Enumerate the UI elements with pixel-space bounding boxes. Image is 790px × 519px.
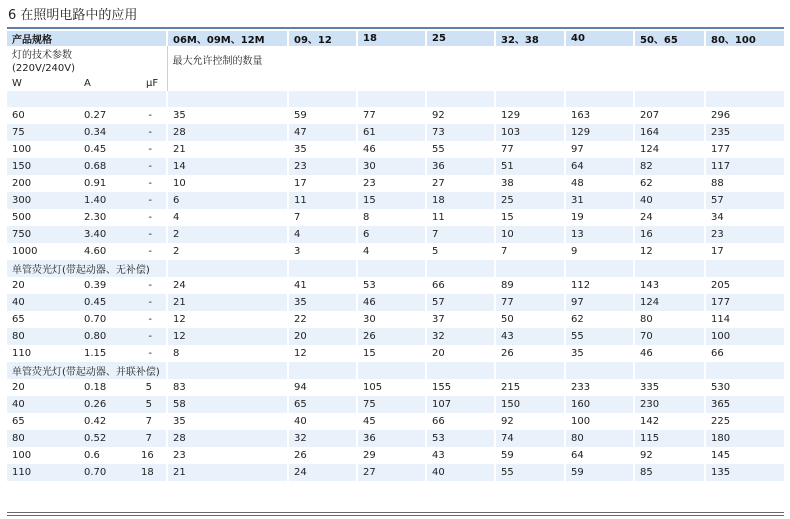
cell-max-qty: 177 <box>705 294 784 311</box>
model-col-4: 32、38 <box>495 31 565 46</box>
table-row <box>7 328 784 345</box>
table-row <box>7 209 784 226</box>
bottom-rule-2 <box>7 515 784 516</box>
table-row <box>7 311 784 328</box>
table-row <box>7 175 784 192</box>
cell-max-qty: 24 <box>634 209 705 226</box>
cell-max-qty: 103 <box>495 124 565 141</box>
cell-watts: 110 <box>7 345 79 362</box>
cell-max-qty: 105 <box>357 379 426 396</box>
cell-max-qty: 8 <box>167 345 288 362</box>
cell-max-qty: 13 <box>565 226 634 243</box>
cell-max-qty: 46 <box>357 294 426 311</box>
cell-max-qty: 34 <box>705 209 784 226</box>
cell-capacitance: - <box>141 226 167 243</box>
cell-max-qty: 335 <box>634 379 705 396</box>
cell-max-qty: 177 <box>705 141 784 158</box>
cell-max-qty: 29 <box>357 447 426 464</box>
cell-max-qty: 97 <box>565 294 634 311</box>
cell-max-qty: 77 <box>357 107 426 124</box>
section-row-cell <box>288 362 357 379</box>
table-row <box>7 124 784 141</box>
cell-amps: 0.6 <box>79 447 141 464</box>
max-qty-label: 最大允许控制的数量 <box>167 46 784 91</box>
cell-max-qty: 36 <box>357 430 426 447</box>
cell-max-qty: 27 <box>426 175 495 192</box>
section-row-cell <box>495 260 565 277</box>
section-label: 单管荧光灯(带起动器、无补偿) <box>7 260 167 277</box>
table-row <box>7 158 784 175</box>
cell-amps: 0.42 <box>79 413 141 430</box>
cell-max-qty: 160 <box>565 396 634 413</box>
table-row <box>7 243 784 260</box>
model-col-5: 40 <box>565 31 634 46</box>
blank-band-cell <box>426 91 495 107</box>
model-col-0: 06M、09M、12M <box>167 31 288 46</box>
cell-max-qty: 15 <box>357 345 426 362</box>
cell-max-qty: 4 <box>288 226 357 243</box>
cell-max-qty: 112 <box>565 277 634 294</box>
cell-capacitance: - <box>141 209 167 226</box>
cell-max-qty: 114 <box>705 311 784 328</box>
cell-max-qty: 6 <box>357 226 426 243</box>
cell-max-qty: 83 <box>167 379 288 396</box>
blank-band-cell <box>288 91 357 107</box>
cell-max-qty: 61 <box>357 124 426 141</box>
table-row <box>7 141 784 158</box>
cell-watts: 100 <box>7 141 79 158</box>
cell-max-qty: 145 <box>705 447 784 464</box>
cell-max-qty: 46 <box>357 141 426 158</box>
blank-band-cell <box>167 91 288 107</box>
cell-max-qty: 100 <box>565 413 634 430</box>
cell-amps: 0.52 <box>79 430 141 447</box>
cell-max-qty: 57 <box>705 192 784 209</box>
cell-max-qty: 28 <box>167 124 288 141</box>
cell-max-qty: 26 <box>288 447 357 464</box>
cell-max-qty: 66 <box>426 277 495 294</box>
cell-capacitance: 18 <box>141 464 167 481</box>
cell-max-qty: 21 <box>167 141 288 158</box>
blank-band-cell <box>634 91 705 107</box>
cell-max-qty: 365 <box>705 396 784 413</box>
unit-w: W <box>12 78 22 89</box>
cell-max-qty: 31 <box>565 192 634 209</box>
model-col-7: 80、100 <box>705 31 784 46</box>
cell-watts: 65 <box>7 413 79 430</box>
table-row <box>7 464 784 481</box>
model-col-2: 18 <box>357 31 426 46</box>
cell-max-qty: 40 <box>634 192 705 209</box>
cell-capacitance: - <box>141 345 167 362</box>
cell-max-qty: 11 <box>288 192 357 209</box>
cell-max-qty: 107 <box>426 396 495 413</box>
cell-max-qty: 12 <box>167 311 288 328</box>
section-row-cell <box>634 260 705 277</box>
cell-max-qty: 64 <box>565 447 634 464</box>
unit-uf: μF <box>146 78 159 89</box>
cell-watts: 20 <box>7 379 79 396</box>
cell-max-qty: 45 <box>357 413 426 430</box>
table-row <box>7 430 784 447</box>
cell-amps: 2.30 <box>79 209 141 226</box>
cell-max-qty: 8 <box>357 209 426 226</box>
cell-max-qty: 26 <box>357 328 426 345</box>
cell-max-qty: 22 <box>288 311 357 328</box>
cell-max-qty: 117 <box>705 158 784 175</box>
cell-max-qty: 5 <box>426 243 495 260</box>
cell-max-qty: 35 <box>288 141 357 158</box>
cell-max-qty: 4 <box>167 209 288 226</box>
cell-max-qty: 92 <box>634 447 705 464</box>
cell-max-qty: 235 <box>705 124 784 141</box>
blank-band-cell <box>705 91 784 107</box>
section-row-cell <box>705 260 784 277</box>
cell-amps: 1.15 <box>79 345 141 362</box>
cell-max-qty: 163 <box>565 107 634 124</box>
cell-watts: 80 <box>7 430 79 447</box>
cell-max-qty: 77 <box>495 294 565 311</box>
table-row <box>7 379 784 396</box>
cell-max-qty: 37 <box>426 311 495 328</box>
section-row-cell <box>357 260 426 277</box>
cell-max-qty: 73 <box>426 124 495 141</box>
cell-max-qty: 62 <box>565 311 634 328</box>
cell-max-qty: 65 <box>288 396 357 413</box>
blank-band-cell <box>495 91 565 107</box>
cell-max-qty: 6 <box>167 192 288 209</box>
section-row-cell <box>357 362 426 379</box>
cell-max-qty: 14 <box>167 158 288 175</box>
cell-max-qty: 17 <box>288 175 357 192</box>
cell-max-qty: 97 <box>565 141 634 158</box>
model-col-3: 25 <box>426 31 495 46</box>
cell-watts: 100 <box>7 447 79 464</box>
cell-capacitance: 5 <box>141 396 167 413</box>
cell-max-qty: 35 <box>565 345 634 362</box>
cell-watts: 20 <box>7 277 79 294</box>
cell-amps: 0.45 <box>79 141 141 158</box>
bottom-rule <box>7 512 784 513</box>
cell-max-qty: 92 <box>495 413 565 430</box>
cell-max-qty: 55 <box>426 141 495 158</box>
cell-max-qty: 15 <box>495 209 565 226</box>
cell-max-qty: 30 <box>357 158 426 175</box>
cell-max-qty: 27 <box>357 464 426 481</box>
table-row <box>7 226 784 243</box>
cell-max-qty: 10 <box>167 175 288 192</box>
cell-capacitance: 5 <box>141 379 167 396</box>
cell-capacitance: - <box>141 124 167 141</box>
cell-watts: 75 <box>7 124 79 141</box>
cell-max-qty: 43 <box>495 328 565 345</box>
cell-watts: 1000 <box>7 243 79 260</box>
section-row <box>7 260 784 277</box>
cell-max-qty: 23 <box>288 158 357 175</box>
product-label: 产品规格 <box>7 31 167 46</box>
cell-max-qty: 24 <box>167 277 288 294</box>
cell-max-qty: 155 <box>426 379 495 396</box>
cell-max-qty: 233 <box>565 379 634 396</box>
cell-max-qty: 66 <box>705 345 784 362</box>
cell-max-qty: 142 <box>634 413 705 430</box>
cell-max-qty: 296 <box>705 107 784 124</box>
cell-max-qty: 35 <box>167 413 288 430</box>
cell-capacitance: 16 <box>141 447 167 464</box>
cell-max-qty: 53 <box>357 277 426 294</box>
cell-max-qty: 150 <box>495 396 565 413</box>
cell-amps: 0.70 <box>79 464 141 481</box>
cell-max-qty: 4 <box>357 243 426 260</box>
spec-row-1 <box>7 46 784 61</box>
cell-max-qty: 59 <box>288 107 357 124</box>
cell-max-qty: 26 <box>495 345 565 362</box>
cell-max-qty: 74 <box>495 430 565 447</box>
header-row <box>7 31 784 46</box>
cell-max-qty: 12 <box>288 345 357 362</box>
model-col-1: 09、12 <box>288 31 357 46</box>
section-row <box>7 362 784 379</box>
cell-capacitance: 7 <box>141 430 167 447</box>
cell-amps: 0.45 <box>79 294 141 311</box>
model-col-6: 50、65 <box>634 31 705 46</box>
cell-max-qty: 9 <box>565 243 634 260</box>
section-row-cell <box>288 260 357 277</box>
cell-capacitance: 7 <box>141 413 167 430</box>
cell-watts: 80 <box>7 328 79 345</box>
cell-max-qty: 7 <box>426 226 495 243</box>
cell-max-qty: 15 <box>357 192 426 209</box>
table-row <box>7 413 784 430</box>
cell-max-qty: 23 <box>357 175 426 192</box>
cell-amps: 0.68 <box>79 158 141 175</box>
top-rule <box>7 27 784 29</box>
cell-max-qty: 57 <box>426 294 495 311</box>
cell-max-qty: 2 <box>167 226 288 243</box>
section-row-cell <box>426 260 495 277</box>
cell-max-qty: 59 <box>495 447 565 464</box>
cell-max-qty: 129 <box>565 124 634 141</box>
cell-amps: 0.70 <box>79 311 141 328</box>
table-row <box>7 277 784 294</box>
cell-max-qty: 23 <box>705 226 784 243</box>
cell-watts: 40 <box>7 294 79 311</box>
cell-max-qty: 82 <box>634 158 705 175</box>
cell-watts: 60 <box>7 107 79 124</box>
cell-watts: 110 <box>7 464 79 481</box>
cell-max-qty: 124 <box>634 294 705 311</box>
cell-max-qty: 85 <box>634 464 705 481</box>
cell-max-qty: 23 <box>167 447 288 464</box>
cell-max-qty: 59 <box>565 464 634 481</box>
section-row-cell <box>426 362 495 379</box>
section-label: 单管荧光灯(带起动器、并联补偿) <box>7 362 167 379</box>
cell-capacitance: - <box>141 175 167 192</box>
section-row-cell <box>167 260 288 277</box>
table-row <box>7 447 784 464</box>
cell-max-qty: 100 <box>705 328 784 345</box>
cell-max-qty: 530 <box>705 379 784 396</box>
table-body <box>7 31 784 481</box>
cell-amps: 4.60 <box>79 243 141 260</box>
cell-max-qty: 21 <box>167 464 288 481</box>
cell-max-qty: 75 <box>357 396 426 413</box>
cell-max-qty: 143 <box>634 277 705 294</box>
cell-max-qty: 88 <box>705 175 784 192</box>
cell-watts: 500 <box>7 209 79 226</box>
cell-max-qty: 55 <box>495 464 565 481</box>
cell-max-qty: 12 <box>167 328 288 345</box>
cell-max-qty: 17 <box>705 243 784 260</box>
blank-band-cell <box>565 91 634 107</box>
cell-max-qty: 2 <box>167 243 288 260</box>
spec-label-line1: 灯的技术参数 <box>12 50 72 61</box>
cell-watts: 65 <box>7 311 79 328</box>
cell-max-qty: 41 <box>288 277 357 294</box>
cell-watts: 40 <box>7 396 79 413</box>
cell-max-qty: 129 <box>495 107 565 124</box>
table-row <box>7 396 784 413</box>
cell-max-qty: 47 <box>288 124 357 141</box>
cell-max-qty: 55 <box>565 328 634 345</box>
cell-max-qty: 124 <box>634 141 705 158</box>
cell-max-qty: 230 <box>634 396 705 413</box>
section-row-cell <box>167 362 288 379</box>
table-row <box>7 192 784 209</box>
cell-max-qty: 32 <box>288 430 357 447</box>
cell-capacitance: - <box>141 192 167 209</box>
cell-max-qty: 66 <box>426 413 495 430</box>
cell-watts: 750 <box>7 226 79 243</box>
blank-band-cell <box>357 91 426 107</box>
cell-max-qty: 80 <box>634 311 705 328</box>
section-row-cell <box>565 362 634 379</box>
cell-capacitance: - <box>141 277 167 294</box>
cell-max-qty: 164 <box>634 124 705 141</box>
cell-max-qty: 70 <box>634 328 705 345</box>
cell-max-qty: 51 <box>495 158 565 175</box>
cell-max-qty: 25 <box>495 192 565 209</box>
cell-max-qty: 64 <box>565 158 634 175</box>
cell-max-qty: 205 <box>705 277 784 294</box>
unit-a: A <box>84 78 91 89</box>
cell-max-qty: 58 <box>167 396 288 413</box>
cell-max-qty: 180 <box>705 430 784 447</box>
cell-watts: 300 <box>7 192 79 209</box>
cell-amps: 0.18 <box>79 379 141 396</box>
cell-capacitance: - <box>141 107 167 124</box>
cell-max-qty: 115 <box>634 430 705 447</box>
cell-max-qty: 225 <box>705 413 784 430</box>
blank-band-left <box>7 91 167 107</box>
cell-capacitance: - <box>141 328 167 345</box>
cell-max-qty: 19 <box>565 209 634 226</box>
cell-max-qty: 30 <box>357 311 426 328</box>
cell-max-qty: 48 <box>565 175 634 192</box>
section-row-cell <box>634 362 705 379</box>
cell-max-qty: 92 <box>426 107 495 124</box>
table-row <box>7 294 784 311</box>
cell-max-qty: 207 <box>634 107 705 124</box>
cell-max-qty: 35 <box>288 294 357 311</box>
cell-max-qty: 18 <box>426 192 495 209</box>
page-title: 6 在照明电路中的应用 <box>8 8 138 23</box>
cell-max-qty: 215 <box>495 379 565 396</box>
cell-capacitance: - <box>141 158 167 175</box>
cell-amps: 0.34 <box>79 124 141 141</box>
cell-max-qty: 20 <box>426 345 495 362</box>
cell-max-qty: 3 <box>288 243 357 260</box>
spec-label-line2: (220V/240V) <box>12 63 76 74</box>
section-row-cell <box>495 362 565 379</box>
cell-watts: 150 <box>7 158 79 175</box>
cell-capacitance: - <box>141 311 167 328</box>
cell-max-qty: 77 <box>495 141 565 158</box>
lighting-application-table <box>7 31 784 481</box>
cell-amps: 3.40 <box>79 226 141 243</box>
cell-max-qty: 7 <box>288 209 357 226</box>
cell-max-qty: 135 <box>705 464 784 481</box>
cell-amps: 0.91 <box>79 175 141 192</box>
section-row-cell <box>705 362 784 379</box>
cell-max-qty: 36 <box>426 158 495 175</box>
cell-max-qty: 35 <box>167 107 288 124</box>
cell-max-qty: 32 <box>426 328 495 345</box>
cell-max-qty: 7 <box>495 243 565 260</box>
cell-max-qty: 38 <box>495 175 565 192</box>
cell-capacitance: - <box>141 243 167 260</box>
table-row <box>7 345 784 362</box>
section-row-cell <box>565 260 634 277</box>
cell-max-qty: 62 <box>634 175 705 192</box>
cell-amps: 0.80 <box>79 328 141 345</box>
cell-amps: 0.27 <box>79 107 141 124</box>
cell-amps: 0.26 <box>79 396 141 413</box>
cell-max-qty: 46 <box>634 345 705 362</box>
cell-max-qty: 40 <box>288 413 357 430</box>
cell-max-qty: 11 <box>426 209 495 226</box>
cell-max-qty: 12 <box>634 243 705 260</box>
cell-max-qty: 80 <box>565 430 634 447</box>
cell-max-qty: 28 <box>167 430 288 447</box>
cell-max-qty: 53 <box>426 430 495 447</box>
cell-capacitance: - <box>141 294 167 311</box>
cell-max-qty: 16 <box>634 226 705 243</box>
cell-max-qty: 89 <box>495 277 565 294</box>
cell-max-qty: 10 <box>495 226 565 243</box>
cell-amps: 1.40 <box>79 192 141 209</box>
cell-max-qty: 50 <box>495 311 565 328</box>
cell-max-qty: 43 <box>426 447 495 464</box>
cell-max-qty: 94 <box>288 379 357 396</box>
cell-max-qty: 40 <box>426 464 495 481</box>
table-row <box>7 107 784 124</box>
blank-band-row <box>7 91 784 107</box>
cell-watts: 200 <box>7 175 79 192</box>
cell-max-qty: 24 <box>288 464 357 481</box>
cell-capacitance: - <box>141 141 167 158</box>
cell-max-qty: 20 <box>288 328 357 345</box>
cell-max-qty: 21 <box>167 294 288 311</box>
cell-amps: 0.39 <box>79 277 141 294</box>
